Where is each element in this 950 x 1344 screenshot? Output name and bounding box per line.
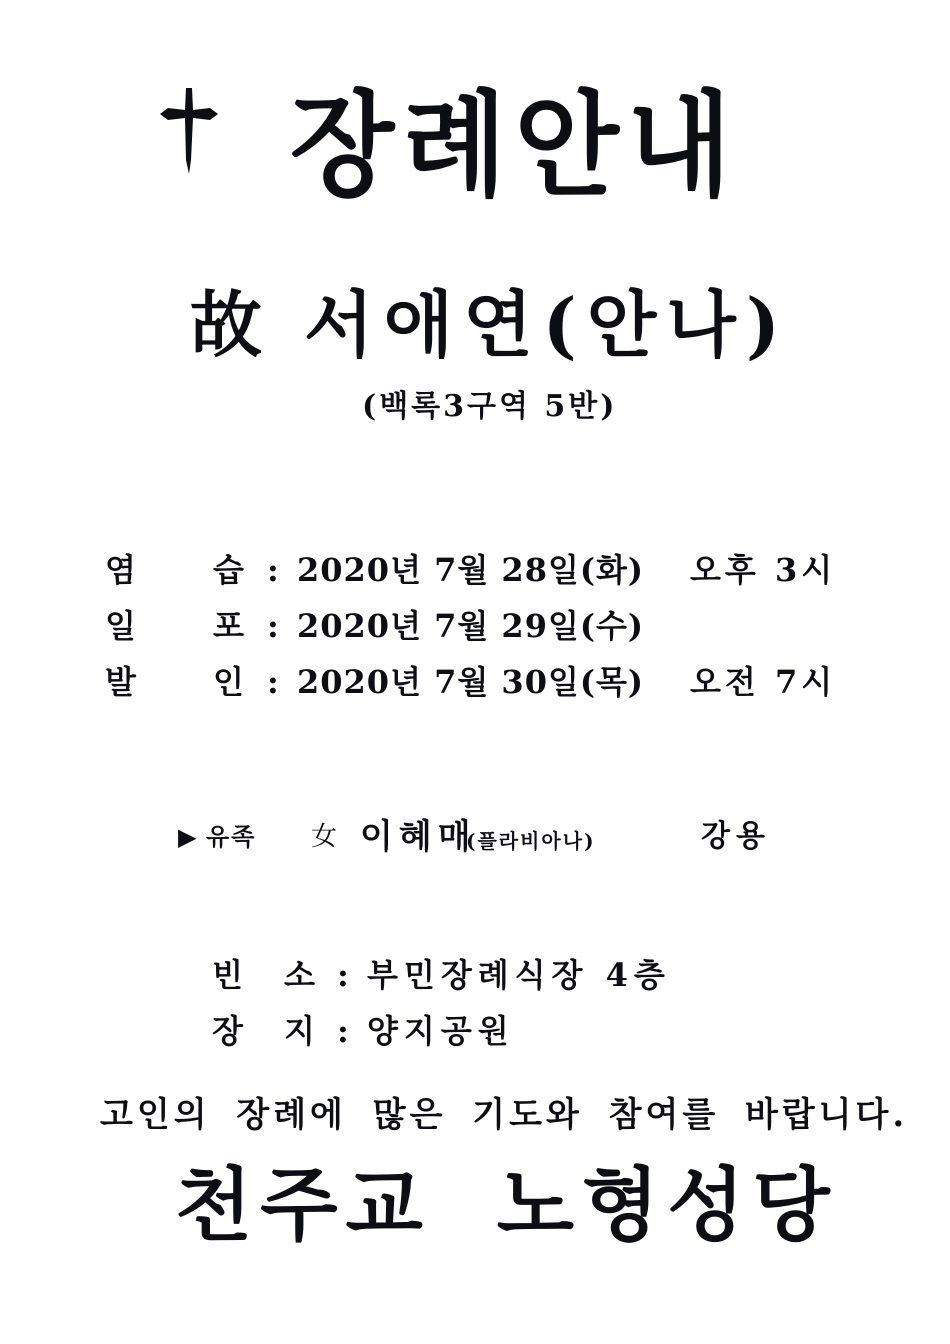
venue-label-char: 소 bbox=[284, 956, 315, 994]
venue-colon: : bbox=[337, 1012, 349, 1050]
venue-colon: : bbox=[337, 956, 349, 994]
deceased-name: 서애연(안나) bbox=[304, 282, 790, 367]
venue-value: 양지공원 bbox=[367, 1012, 515, 1050]
schedule-label-char: 일 bbox=[105, 607, 136, 645]
deceased-line bbox=[190, 280, 790, 370]
schedule-time: 오후 3시 bbox=[690, 551, 837, 589]
schedule-label-char: 습 bbox=[213, 551, 244, 589]
schedule-colon: : bbox=[267, 663, 279, 701]
closing-message: 고인의 장례에 많은 기도와 참여를 바랍니다. bbox=[100, 1095, 909, 1135]
venue-label-char: 지 bbox=[284, 1012, 315, 1050]
schedule-label-char: 인 bbox=[213, 663, 244, 701]
venue-label-char: 빈 bbox=[212, 956, 243, 994]
deceased-district: (백록3구역 5반) bbox=[362, 389, 618, 424]
schedule-label-char: 발 bbox=[105, 663, 136, 701]
deceased-prefix: 故 bbox=[190, 282, 263, 367]
venue-value: 부민장례식장 4층 bbox=[367, 956, 671, 994]
family-member-other: 강용 bbox=[701, 819, 771, 854]
schedule-colon: : bbox=[267, 551, 279, 589]
family-member-name: 이혜매 bbox=[360, 817, 477, 857]
schedule-label-char: 염 bbox=[105, 551, 136, 589]
family-label: 유족 bbox=[206, 822, 257, 851]
schedule-date: 2020년 7월 29일(수) bbox=[297, 607, 645, 645]
church-name: 천주교 노형성당 bbox=[175, 1158, 838, 1252]
schedule-label-char: 포 bbox=[213, 607, 244, 645]
schedule-date: 2020년 7월 30일(목) bbox=[297, 663, 645, 701]
cross-icon bbox=[158, 88, 220, 174]
schedule-time: 오전 7시 bbox=[690, 663, 837, 701]
triangle-marker-icon: ▶ bbox=[178, 822, 197, 851]
venue-label-char: 장 bbox=[212, 1012, 243, 1050]
schedule-colon: : bbox=[267, 607, 279, 645]
page-title: 장례안내 bbox=[290, 80, 740, 213]
family-relation: 女 bbox=[311, 822, 338, 852]
family-baptismal-name: (플라비아나) bbox=[466, 829, 596, 853]
schedule-date: 2020년 7월 28일(화) bbox=[297, 551, 645, 589]
